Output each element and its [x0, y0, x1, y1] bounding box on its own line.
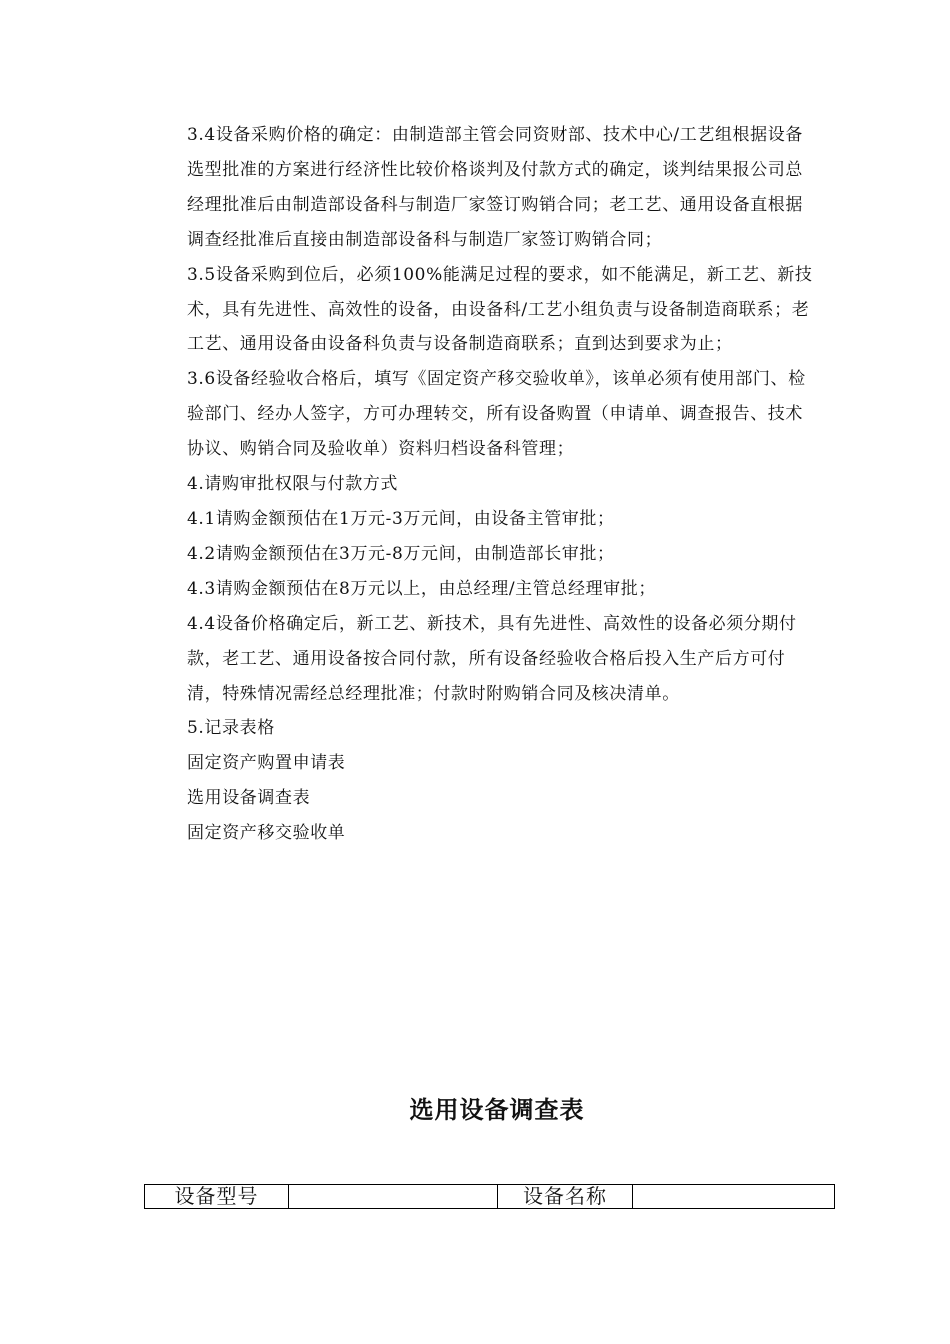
table-row	[145, 1185, 835, 1209]
document-body	[187, 118, 819, 851]
equipment-survey-table	[144, 1184, 835, 1209]
section-5-heading: 5.记录表格	[187, 718, 275, 739]
record-form-item: 固定资产购置申请表	[187, 753, 346, 774]
equipment-name-label: 设备名称	[498, 1185, 633, 1209]
equipment-model-label: 设备型号	[145, 1185, 289, 1209]
paragraph-3-4-price-determination: 3.4设备采购价格的确定：由制造部主管会同资财部、技术中心/工艺组根据设备选型批准的方案进行经济性比较价格谈判及付款方式的确定，谈判结果报公司总经理批准后由制造部设备科与制造厂家签订购销合同；老工艺、通用设备直根据调查经批准后直接由制造部设备科与制造厂家签订购销合同；	[187, 125, 803, 250]
equipment-name-value[interactable]	[633, 1185, 835, 1209]
form-title: 选用设备调查表	[409, 1096, 585, 1124]
equipment-model-value[interactable]	[289, 1185, 498, 1209]
paragraph-4-4-payment: 4.4设备价格确定后，新工艺、新技术，具有先进性、高效性的设备必须分期付款，老工艺、通用设备按合同付款，所有设备经验收合格后投入生产后方可付清，特殊情况需经总经理批准；付款时附购销合同及核决清单。	[187, 613, 797, 704]
record-form-item: 固定资产移交验收单	[187, 823, 346, 844]
paragraph-3-5-procurement-arrival: 3.5设备采购到位后，必须100%能满足过程的要求，如不能满足，新工艺、新技术，具有先进性、高效性的设备，由设备科/工艺小组负责与设备制造商联系；老工艺、通用设备由设备科负责与设备制造商联系；直到达到要求为止；	[187, 264, 813, 355]
paragraph-3-6-acceptance: 3.6设备经验收合格后，填写《固定资产移交验收单》，该单必须有使用部门、检验部门、经办人签字，方可办理转交，所有设备购置（申请单、调查报告、技术协议、购销合同及验收单）资料归档设备科管理；	[187, 369, 806, 460]
paragraph-4-1: 4.1请购金额预估在1万元-3万元间，由设备主管审批；	[187, 508, 615, 529]
section-4-heading: 4.请购审批权限与付款方式	[187, 474, 399, 495]
paragraph-4-2: 4.2请购金额预估在3万元-8万元间，由制造部长审批；	[187, 543, 615, 564]
record-form-item: 选用设备调查表	[187, 788, 311, 809]
paragraph-4-3: 4.3请购金额预估在8万元以上，由总经理/主管总经理审批；	[187, 578, 656, 599]
